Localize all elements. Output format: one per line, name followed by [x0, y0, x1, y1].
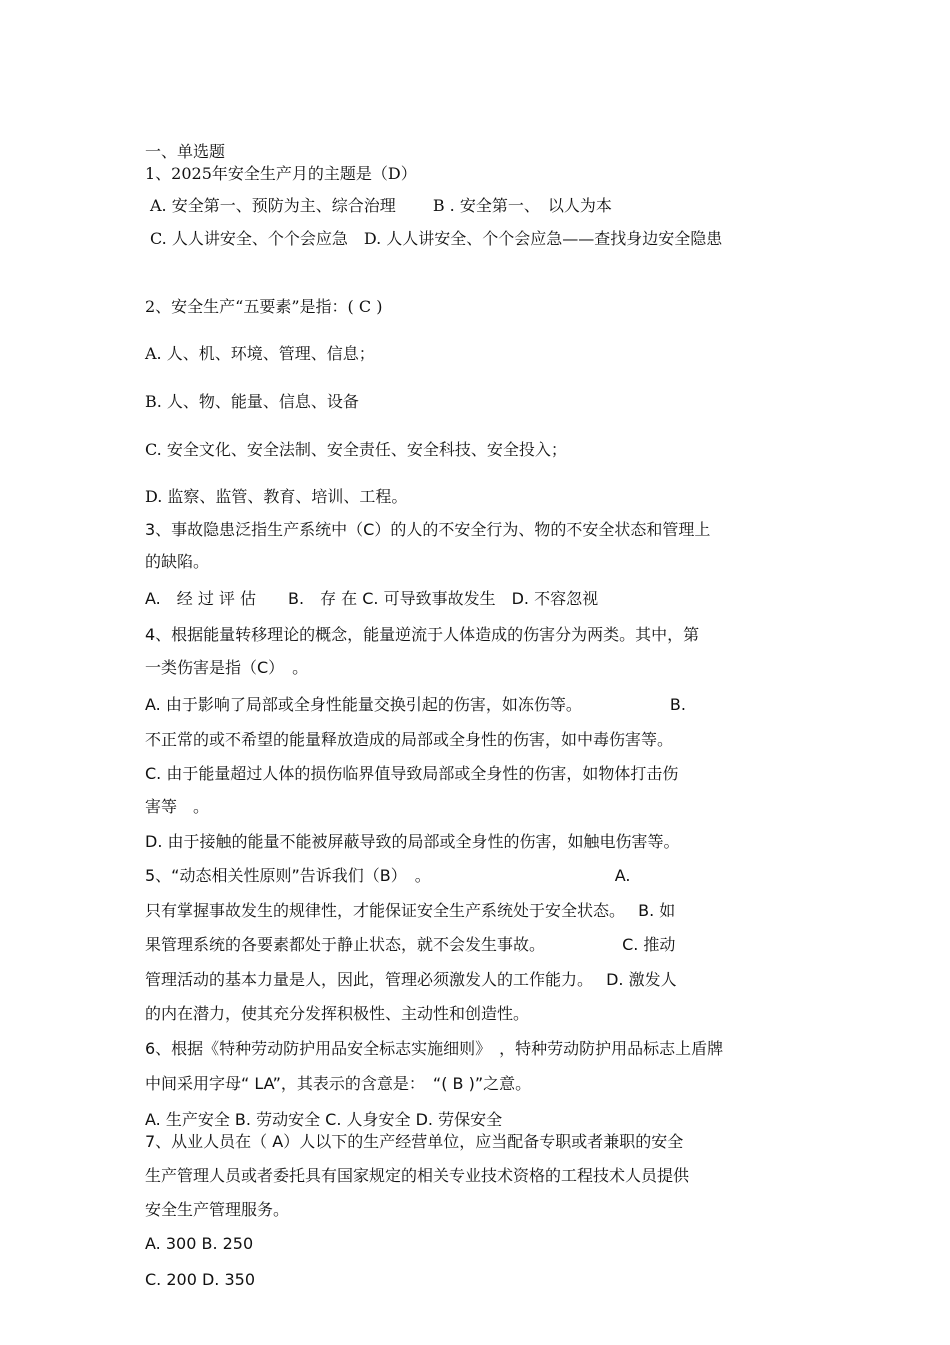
question-4-option-c: C. 由于能量超过人体的损伤临界值导致局部或全身性的伤害，如物体打击伤	[145, 764, 679, 783]
question-2-option-c: C. 安全文化、安全法制、安全责任、安全科技、安全投入；	[145, 440, 567, 459]
question-2-option-a: A. 人、机、环境、管理、信息；	[145, 344, 375, 363]
question-7-option-cd: C. 200 D. 350	[145, 1270, 255, 1289]
question-3-options: A. 经 过 评 估 B. 存 在 C. 可导致事故发生 D. 不容忽视	[145, 589, 599, 608]
question-7-stem: 7、从业人员在（ A）人以下的生产经营单位，应当配备专职或者兼职的安全	[145, 1132, 684, 1151]
question-4-option-d: D. 由于接触的能量不能被屏蔽导致的局部或全身性的伤害，如触电伤害等。	[145, 832, 680, 851]
question-1-stem: 1、2025年安全生产月的主题是（D）	[145, 164, 417, 183]
question-7-option-ab: A. 300 B. 250	[145, 1234, 254, 1253]
question-4-option-c-cont: 害等 。	[145, 797, 210, 816]
question-7-stem-cont-1: 生产管理人员或者委托具有国家规定的相关专业技术资格的工程技术人员提供	[145, 1166, 690, 1185]
question-1-option-cd: C. 人人讲安全、个个会应急 D. 人人讲安全、个个会应急——查找身边安全隐患	[150, 229, 723, 248]
question-5-stem: 5、“动态相关性原则”告诉我们（B） 。 A.	[145, 866, 631, 885]
question-4-stem: 4、根据能量转移理论的概念，能量逆流于人体造成的伤害分为两类。其中，第	[145, 625, 700, 644]
question-3-stem: 3、事故隐患泛指生产系统中（C）的人的不安全行为、物的不安全状态和管理上	[145, 520, 711, 539]
question-5-option-line-1: 只有掌握事故发生的规律性，才能保证安全生产系统处于安全状态。 B. 如	[145, 901, 676, 920]
question-5-option-line-4: 的内在潜力，使其充分发挥积极性、主动性和创造性。	[145, 1004, 530, 1023]
question-5-option-line-3: 管理活动的基本力量是人，因此，管理必须激发人的工作能力。 D. 激发人	[145, 970, 677, 989]
question-5-option-line-2: 果管理系统的各要素都处于静止状态，就不会发生事故。 C. 推动	[145, 935, 676, 954]
question-6-stem: 6、根据《特种劳动防护用品安全标志实施细则》 ，特种劳动防护用品标志上盾牌	[145, 1039, 724, 1058]
question-2-stem: 2、安全生产“五要素”是指：( C )	[145, 297, 383, 316]
section-title: 一、单选题	[145, 142, 226, 161]
question-4-option-a: A. 由于影响了局部或全身性能量交换引起的伤害，如冻伤等。 B.	[145, 695, 686, 714]
question-7-stem-cont-2: 安全生产管理服务。	[145, 1200, 290, 1219]
question-6-options: A. 生产安全 B. 劳动安全 C. 人身安全 D. 劳保安全	[145, 1110, 503, 1129]
question-4-stem-cont: 一类伤害是指（C） 。	[145, 658, 309, 677]
question-1-option-ab: A. 安全第一、预防为主、综合治理 B . 安全第一、 以人为本	[150, 196, 612, 215]
question-2-option-d: D. 监察、监管、教育、培训、工程。	[145, 487, 408, 506]
question-2-option-b: B. 人、物、能量、信息、设备	[145, 392, 359, 411]
question-6-stem-cont: 中间采用字母“ LA”，其表示的含意是： “( B )”之意。	[145, 1074, 532, 1093]
question-3-stem-cont: 的缺陷。	[145, 552, 210, 571]
question-4-option-b: 不正常的或不希望的能量释放造成的局部或全身性的伤害，如中毒伤害等。	[145, 730, 674, 749]
